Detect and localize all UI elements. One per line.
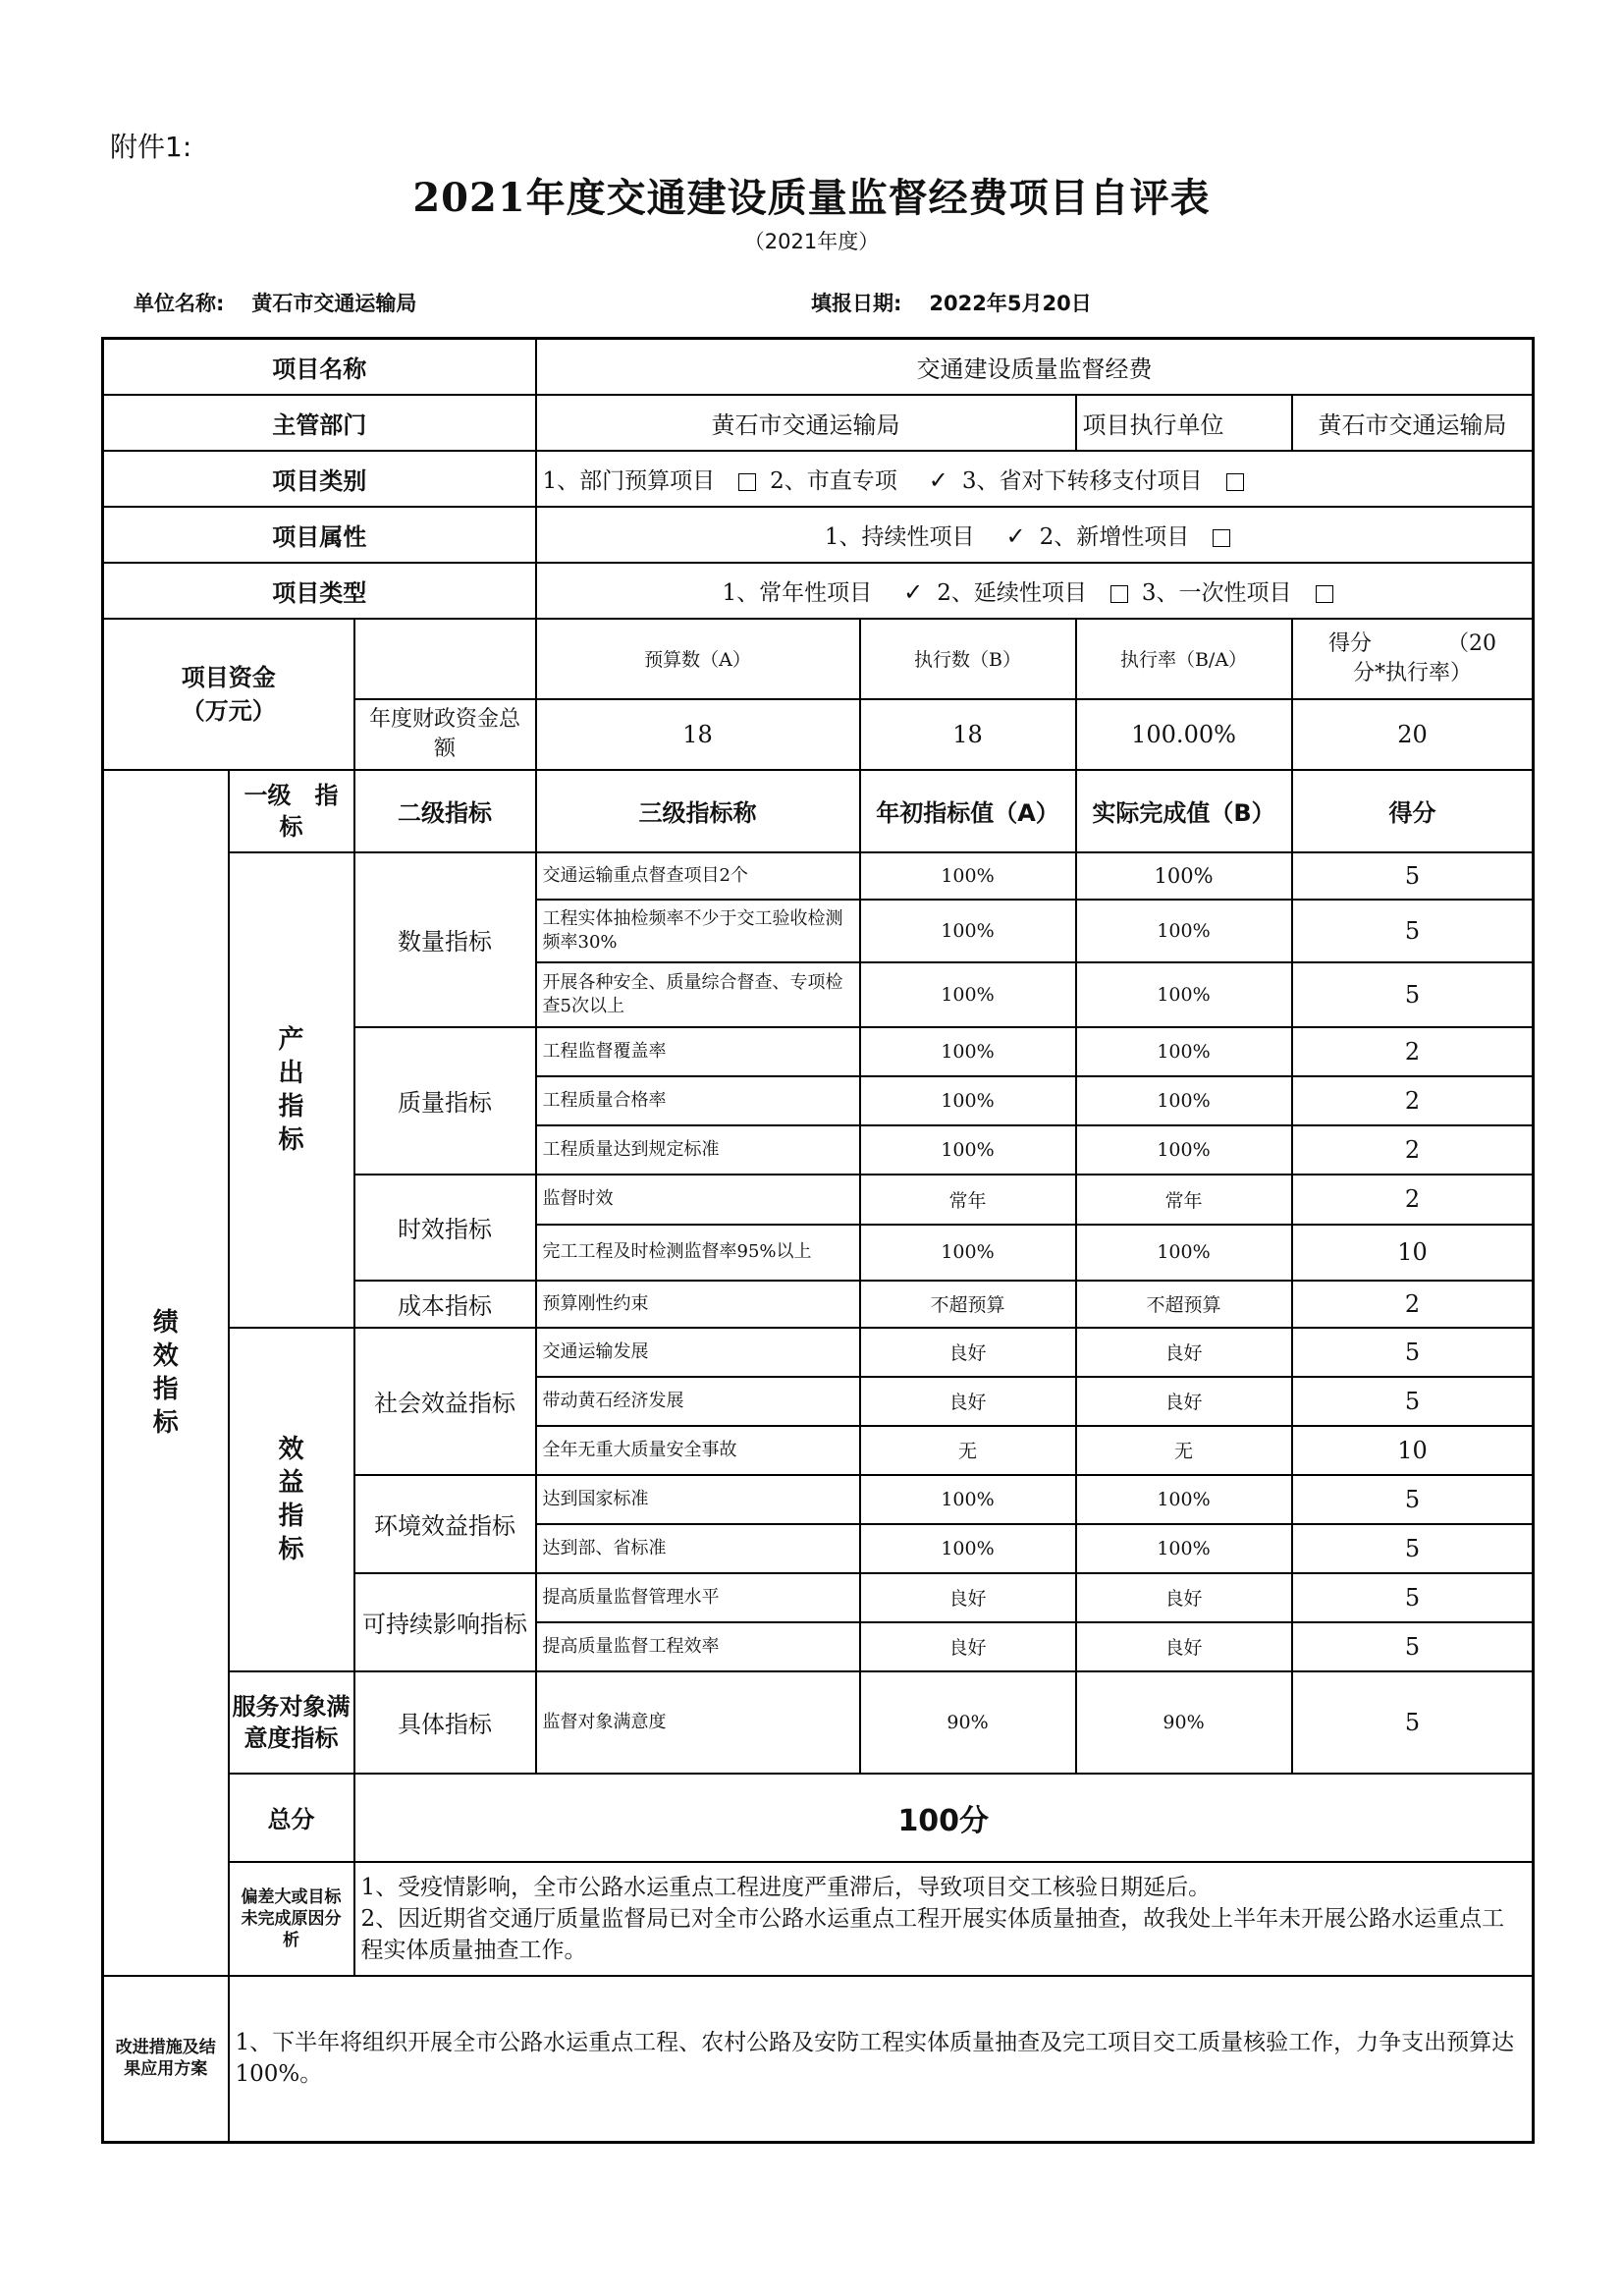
type-option-2: 2、延续性项目 bbox=[937, 579, 1087, 606]
indicator-target: 100% bbox=[860, 900, 1076, 962]
indicator-actual: 常年 bbox=[1076, 1175, 1292, 1225]
indicator-score: 2 bbox=[1292, 1076, 1534, 1125]
group-quality: 质量指标 bbox=[354, 1027, 536, 1175]
indicator-actual: 100% bbox=[1076, 900, 1292, 962]
attribute-option-2: 2、新增性项目 bbox=[1039, 523, 1190, 550]
indicator-target: 100% bbox=[860, 852, 1076, 900]
group-environment: 环境效益指标 bbox=[354, 1475, 536, 1573]
output-char: 标 bbox=[278, 1124, 304, 1155]
indicator-name: 提高质量监督管理水平 bbox=[536, 1573, 860, 1622]
perf-char: 标 bbox=[152, 1407, 179, 1438]
row-department bbox=[103, 395, 1534, 451]
indicator-target: 100% bbox=[860, 1225, 1076, 1281]
deviation-content bbox=[354, 1862, 1534, 1976]
indicator-score: 10 bbox=[1292, 1225, 1534, 1281]
indicator-score: 5 bbox=[1292, 1475, 1534, 1524]
funds-label-line1: 项目资金 bbox=[181, 663, 276, 691]
output-indicator-label bbox=[229, 852, 354, 1328]
funds-label-line2: （万元） bbox=[181, 696, 276, 725]
type-option-3: 3、一次性项目 bbox=[1141, 579, 1292, 606]
indicator-target: 100% bbox=[860, 962, 1076, 1027]
exec-unit-label: 项目执行单位 bbox=[1076, 395, 1292, 451]
head-score: 得分 bbox=[1292, 770, 1534, 852]
indicator-actual: 100% bbox=[1076, 1125, 1292, 1175]
indicator-target: 100% bbox=[860, 1027, 1076, 1076]
report-date-value: 2022年5月20日 bbox=[929, 292, 1092, 315]
check-mark-icon: ✓ bbox=[1005, 521, 1026, 550]
row-funds-header bbox=[103, 619, 1534, 699]
row-indicator-header bbox=[103, 770, 1534, 852]
head-target: 年初指标值（A） bbox=[860, 770, 1076, 852]
indicator-target: 良好 bbox=[860, 1377, 1076, 1426]
indicator-score: 10 bbox=[1292, 1426, 1534, 1475]
indicator-target: 100% bbox=[860, 1125, 1076, 1175]
service-indicator-label: 服务对象满意度指标 bbox=[229, 1671, 354, 1774]
category-option-1: 1、部门预算项目 bbox=[542, 467, 716, 494]
output-char: 产 bbox=[278, 1024, 304, 1055]
indicator-actual: 100% bbox=[1076, 852, 1292, 900]
group-quantity: 数量指标 bbox=[354, 852, 536, 1027]
indicator-actual: 90% bbox=[1076, 1671, 1292, 1774]
type-options bbox=[536, 563, 1534, 619]
unit-name-value: 黄石市交通运输局 bbox=[251, 292, 417, 315]
indicator-actual: 100% bbox=[1076, 1524, 1292, 1573]
indicator-target: 良好 bbox=[860, 1328, 1076, 1377]
indicator-score: 5 bbox=[1292, 1573, 1534, 1622]
indicator-score: 2 bbox=[1292, 1027, 1534, 1076]
indicator-name: 工程质量合格率 bbox=[536, 1076, 860, 1125]
funds-label bbox=[103, 619, 354, 770]
project-name-label: 项目名称 bbox=[103, 339, 536, 395]
page-title: 2021年度交通建设质量监督经费项目自评表 bbox=[412, 175, 1211, 221]
total-label: 总分 bbox=[229, 1774, 354, 1862]
indicator-actual: 100% bbox=[1076, 1027, 1292, 1076]
group-cost: 成本指标 bbox=[354, 1281, 536, 1328]
indicator-actual: 良好 bbox=[1076, 1622, 1292, 1671]
report-date bbox=[811, 288, 1092, 317]
table-row bbox=[103, 852, 1534, 900]
row-total bbox=[103, 1774, 1534, 1862]
category-option-3: 3、省对下转移支付项目 bbox=[961, 467, 1203, 494]
report-date-label: 填报日期: bbox=[811, 292, 902, 315]
funds-col-score-line1: 得分 （20 bbox=[1328, 630, 1497, 656]
indicator-actual: 良好 bbox=[1076, 1377, 1292, 1426]
checkbox-empty-icon bbox=[1213, 529, 1230, 547]
unit-name bbox=[134, 288, 416, 317]
indicator-score: 2 bbox=[1292, 1125, 1534, 1175]
funds-budget: 18 bbox=[536, 699, 860, 770]
indicator-actual: 100% bbox=[1076, 962, 1292, 1027]
row-type bbox=[103, 563, 1534, 619]
indicator-score: 2 bbox=[1292, 1175, 1534, 1225]
funds-exec: 18 bbox=[860, 699, 1076, 770]
indicator-name: 交通运输重点督查项目2个 bbox=[536, 852, 860, 900]
indicator-name: 交通运输发展 bbox=[536, 1328, 860, 1377]
indicator-name: 监督时效 bbox=[536, 1175, 860, 1225]
indicator-target: 90% bbox=[860, 1671, 1076, 1774]
category-option-2: 2、市直专项 bbox=[770, 467, 897, 494]
indicator-name: 预算刚性约束 bbox=[536, 1281, 860, 1328]
indicator-name: 达到部、省标准 bbox=[536, 1524, 860, 1573]
effect-char: 标 bbox=[278, 1534, 304, 1564]
row-category bbox=[103, 451, 1534, 507]
indicator-name: 带动黄石经济发展 bbox=[536, 1377, 860, 1426]
group-specific: 具体指标 bbox=[354, 1671, 536, 1774]
group-sustain: 可持续影响指标 bbox=[354, 1573, 536, 1671]
perf-char: 效 bbox=[152, 1340, 179, 1371]
indicator-target: 不超预算 bbox=[860, 1281, 1076, 1328]
row-deviation bbox=[103, 1862, 1534, 1976]
indicator-target: 良好 bbox=[860, 1622, 1076, 1671]
deviation-line-1: 1、受疫情影响，全市公路水运重点工程进度严重滞后，导致项目交工核验日期延后。 bbox=[360, 1874, 1212, 1900]
indicator-name: 达到国家标准 bbox=[536, 1475, 860, 1524]
indicator-target: 常年 bbox=[860, 1175, 1076, 1225]
attribute-label: 项目属性 bbox=[103, 507, 536, 563]
indicator-actual: 100% bbox=[1076, 1076, 1292, 1125]
exec-unit-value: 黄石市交通运输局 bbox=[1292, 395, 1534, 451]
funds-score: 20 bbox=[1292, 699, 1534, 770]
effect-char: 益 bbox=[278, 1467, 304, 1498]
group-social: 社会效益指标 bbox=[354, 1328, 536, 1475]
indicator-score: 5 bbox=[1292, 1671, 1534, 1774]
improvement-content bbox=[229, 1976, 1534, 2143]
indicator-target: 100% bbox=[860, 1524, 1076, 1573]
deviation-line-2: 2、因近期省交通厅质量监督局已对全市公路水运重点工程开展实体质量抽查，故我处上半年未开展公路水运重点工程实体质量抽查工作。 bbox=[360, 1905, 1505, 1963]
type-option-1: 1、常年性项目 bbox=[722, 579, 873, 606]
row-project-name bbox=[103, 339, 1534, 395]
indicator-name: 工程质量达到规定标准 bbox=[536, 1125, 860, 1175]
department-label: 主管部门 bbox=[103, 395, 536, 451]
indicator-name: 工程实体抽检频率不少于交工验收检测频率30% bbox=[536, 900, 860, 962]
improvement-line-1: 1、下半年将组织开展全市公路水运重点工程、农村公路及安防工程实体质量抽查及完工项目交工质量核验工作，力争支出预算达100%。 bbox=[235, 2030, 1515, 2088]
output-char: 出 bbox=[278, 1058, 304, 1088]
row-improvement bbox=[103, 1976, 1534, 2143]
head-level1: 一级 指标 bbox=[229, 770, 354, 852]
funds-col-score bbox=[1292, 619, 1534, 699]
indicator-actual: 100% bbox=[1076, 1475, 1292, 1524]
performance-indicator-label bbox=[103, 770, 229, 1976]
indicator-score: 5 bbox=[1292, 900, 1534, 962]
indicator-actual: 良好 bbox=[1076, 1573, 1292, 1622]
funds-row-label: 年度财政资金总额 bbox=[354, 699, 536, 770]
project-name-value: 交通建设质量监督经费 bbox=[536, 339, 1534, 395]
indicator-score: 5 bbox=[1292, 962, 1534, 1027]
attachment-label: 附件1: bbox=[110, 131, 192, 163]
effect-char: 效 bbox=[278, 1434, 304, 1464]
head-actual: 实际完成值（B） bbox=[1076, 770, 1292, 852]
indicator-target: 100% bbox=[860, 1076, 1076, 1125]
indicator-score: 2 bbox=[1292, 1281, 1534, 1328]
indicator-actual: 不超预算 bbox=[1076, 1281, 1292, 1328]
department-value: 黄石市交通运输局 bbox=[536, 395, 1076, 451]
indicator-score: 5 bbox=[1292, 1622, 1534, 1671]
checkbox-empty-icon bbox=[1316, 585, 1333, 603]
perf-char: 指 bbox=[152, 1374, 179, 1404]
total-value: 100分 bbox=[354, 1774, 1534, 1862]
indicator-target: 良好 bbox=[860, 1573, 1076, 1622]
indicator-name: 开展各种安全、质量综合督查、专项检查5次以上 bbox=[536, 962, 860, 1027]
row-attribute bbox=[103, 507, 1534, 563]
head-level3: 三级指标称 bbox=[536, 770, 860, 852]
effect-char: 指 bbox=[278, 1501, 304, 1531]
funds-col-score-line2: 分*执行率） bbox=[1353, 660, 1473, 685]
funds-blank-cell bbox=[354, 619, 536, 699]
checkbox-empty-icon bbox=[1110, 585, 1128, 603]
indicator-score: 5 bbox=[1292, 852, 1534, 900]
indicator-score: 5 bbox=[1292, 1377, 1534, 1426]
head-level2: 二级指标 bbox=[354, 770, 536, 852]
check-mark-icon: ✓ bbox=[903, 577, 924, 606]
funds-col-budget: 预算数（A） bbox=[536, 619, 860, 699]
funds-col-rate: 执行率（B/A） bbox=[1076, 619, 1292, 699]
indicator-name: 全年无重大质量安全事故 bbox=[536, 1426, 860, 1475]
type-label: 项目类型 bbox=[103, 563, 536, 619]
page-subtitle: （2021年度） bbox=[743, 230, 880, 253]
indicator-score: 5 bbox=[1292, 1328, 1534, 1377]
effect-indicator-label bbox=[229, 1328, 354, 1671]
indicator-score: 5 bbox=[1292, 1524, 1534, 1573]
improvement-label: 改进措施及结果应用方案 bbox=[103, 1976, 229, 2143]
category-label: 项目类别 bbox=[103, 451, 536, 507]
checkbox-empty-icon bbox=[1226, 473, 1244, 491]
table-row bbox=[103, 1671, 1534, 1774]
indicator-name: 完工工程及时检测监督率95%以上 bbox=[536, 1225, 860, 1281]
table-row bbox=[103, 1328, 1534, 1377]
indicator-name: 提高质量监督工程效率 bbox=[536, 1622, 860, 1671]
funds-col-exec: 执行数（B） bbox=[860, 619, 1076, 699]
checkbox-empty-icon bbox=[738, 473, 756, 491]
check-mark-icon: ✓ bbox=[928, 465, 948, 494]
indicator-actual: 100% bbox=[1076, 1225, 1292, 1281]
funds-rate: 100.00% bbox=[1076, 699, 1292, 770]
deviation-label: 偏差大或目标未完成原因分析 bbox=[229, 1862, 354, 1976]
indicator-target: 无 bbox=[860, 1426, 1076, 1475]
category-options bbox=[536, 451, 1534, 507]
self-evaluation-table bbox=[101, 337, 1535, 2144]
indicator-name: 监督对象满意度 bbox=[536, 1671, 860, 1774]
output-char: 指 bbox=[278, 1091, 304, 1121]
attribute-options bbox=[536, 507, 1534, 563]
indicator-target: 100% bbox=[860, 1475, 1076, 1524]
perf-char: 绩 bbox=[152, 1307, 179, 1338]
attribute-option-1: 1、持续性项目 bbox=[824, 523, 975, 550]
indicator-actual: 无 bbox=[1076, 1426, 1292, 1475]
indicator-name: 工程监督覆盖率 bbox=[536, 1027, 860, 1076]
indicator-actual: 良好 bbox=[1076, 1328, 1292, 1377]
group-timeliness: 时效指标 bbox=[354, 1175, 536, 1281]
unit-name-label: 单位名称: bbox=[134, 292, 225, 315]
